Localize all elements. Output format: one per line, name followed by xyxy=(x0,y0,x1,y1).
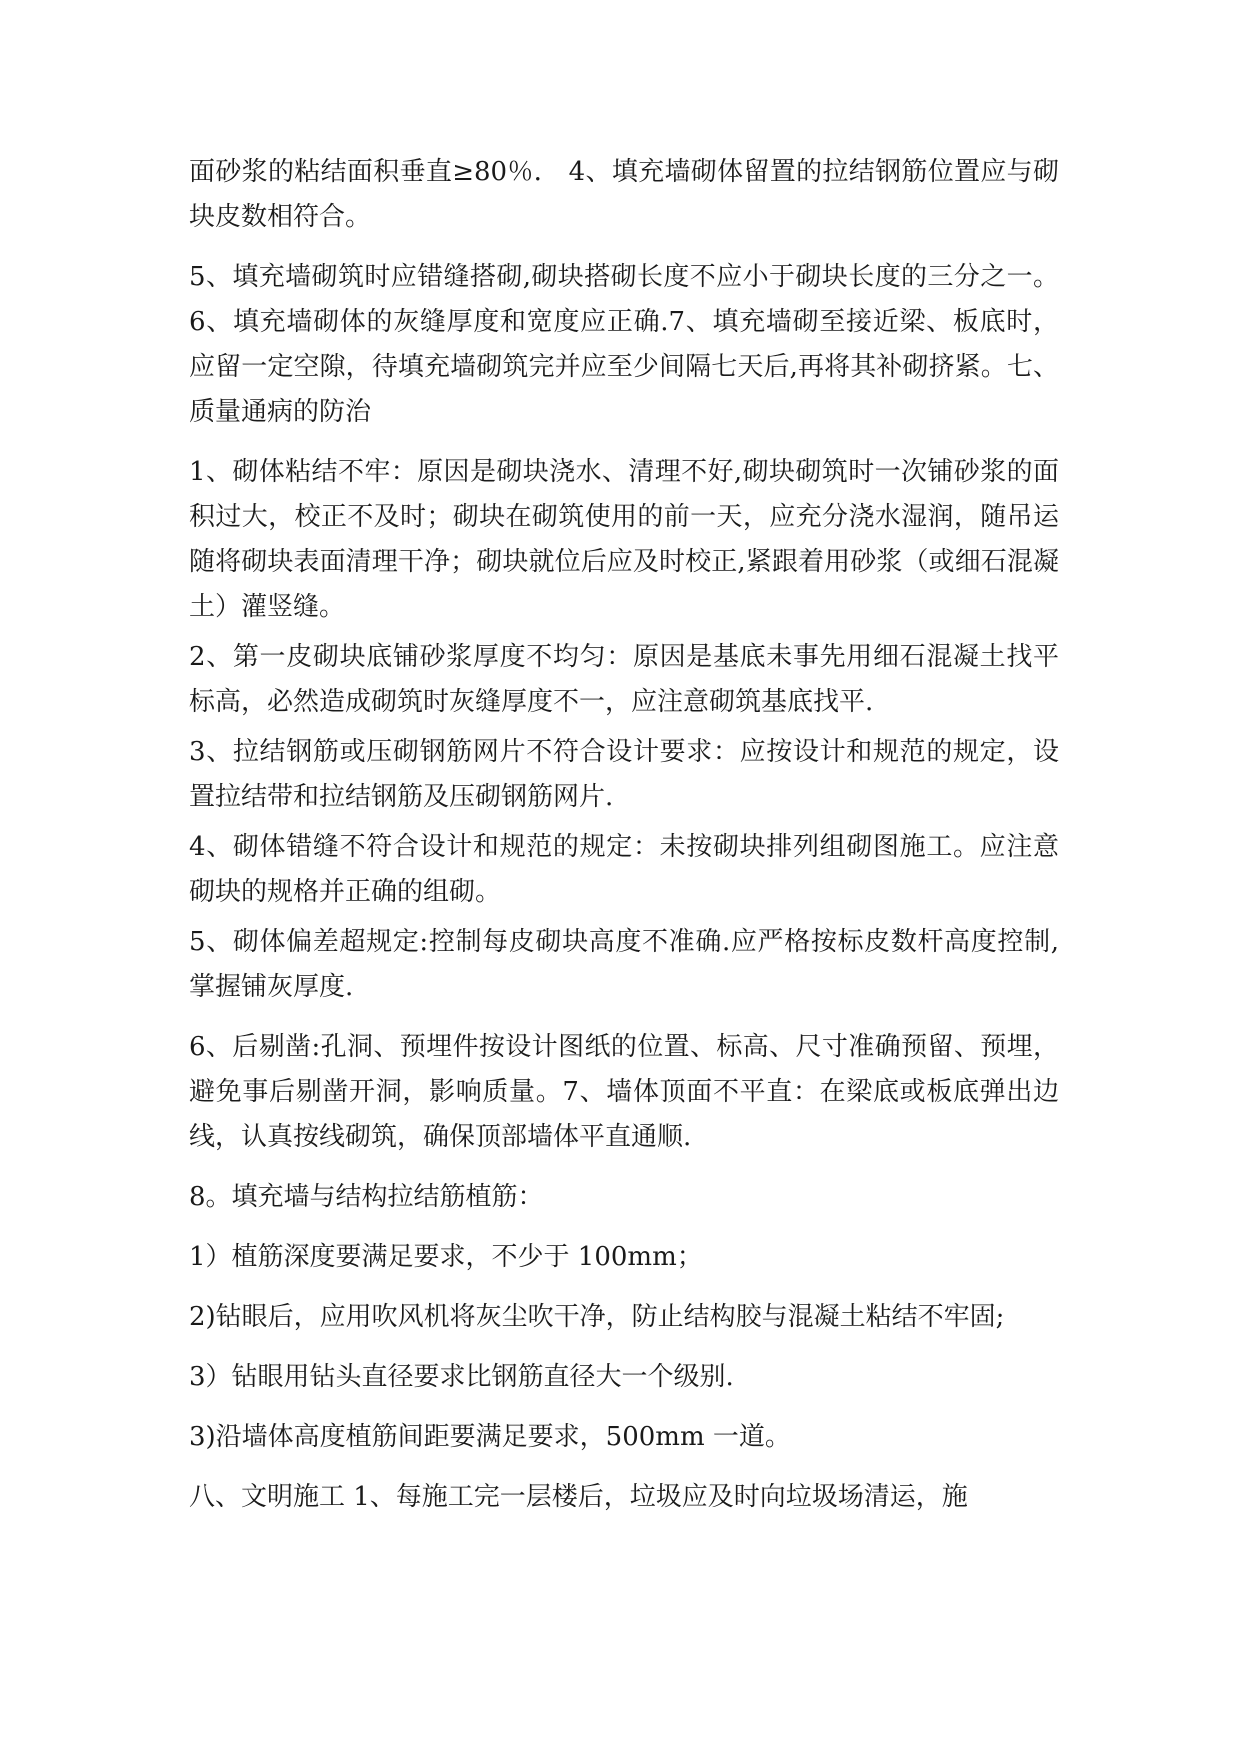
paragraph-9: 8。填充墙与结构拉结筋植筋： xyxy=(189,1182,544,1212)
paragraph-11: 2)钻眼后，应用吹风机将灰尘吹干净，防止结构胶与混凝土粘结不牢固; xyxy=(189,1302,1005,1332)
paragraph-6: 4、砌体错缝不符合设计和规范的规定：未按砌块排列组砌图施工。应注意砌块的规格并正确的组砌。 xyxy=(189,832,1059,907)
paragraph-3: 1、砌体粘结不牢：原因是砌块浇水、清理不好,砌块砌筑时一次铺砂浆的面积过大，校正不及时；砌块在砌筑使用的前一天，应充分浇水湿润，随吊运随将砌块表面清理干净；砌块就位后应及时校正,紧跟着用砂浆（或细石混凝土）灌竖缝。 xyxy=(189,457,1059,622)
paragraph-1: 面砂浆的粘结面积垂直≥80％． 4、填充墙砌体留置的拉结钢筋位置应与砌块皮数相符合。 xyxy=(189,157,1059,232)
paragraph-10: 1）植筋深度要满足要求，不少于 100mm； xyxy=(189,1242,703,1272)
paragraph-4: 2、第一皮砌块底铺砂浆厚度不均匀：原因是基底未事先用细石混凝土找平标高，必然造成砌筑时灰缝厚度不一，应注意砌筑基底找平. xyxy=(189,642,1059,717)
paragraph-2: 5、填充墙砌筑时应错缝搭砌,砌块搭砌长度不应小于砌块长度的三分之一。6、填充墙砌体的灰缝厚度和宽度应正确.7、填充墙砌至接近梁、板底时，应留一定空隙，待填充墙砌筑完并应至少间隔七天后,再将其补砌挤紧。七、质量通病的防治 xyxy=(189,262,1059,427)
paragraph-7: 5、砌体偏差超规定:控制每皮砌块高度不准确.应严格按标皮数杆高度控制,掌握铺灰厚度. xyxy=(189,927,1059,1002)
paragraph-13: 3)沿墙体高度植筋间距要满足要求，500mm 一道。 xyxy=(189,1422,791,1452)
document-body xyxy=(189,150,1059,1520)
paragraph-8: 6、后剔凿:孔洞、预埋件按设计图纸的位置、标高、尺寸准确预留、预埋，避免事后剔凿开洞，影响质量。7、墙体顶面不平直：在梁底或板底弹出边线，认真按线砌筑，确保顶部墙体平直通顺. xyxy=(189,1032,1059,1152)
paragraph-5: 3、拉结钢筋或压砌钢筋网片不符合设计要求：应按设计和规范的规定，设置拉结带和拉结钢筋及压砌钢筋网片. xyxy=(189,737,1059,812)
paragraph-14: 八、文明施工 1、每施工完一层楼后，垃圾应及时向垃圾场清运，施 xyxy=(189,1482,968,1512)
paragraph-12: 3）钻眼用钻头直径要求比钢筋直径大一个级别. xyxy=(189,1362,734,1392)
